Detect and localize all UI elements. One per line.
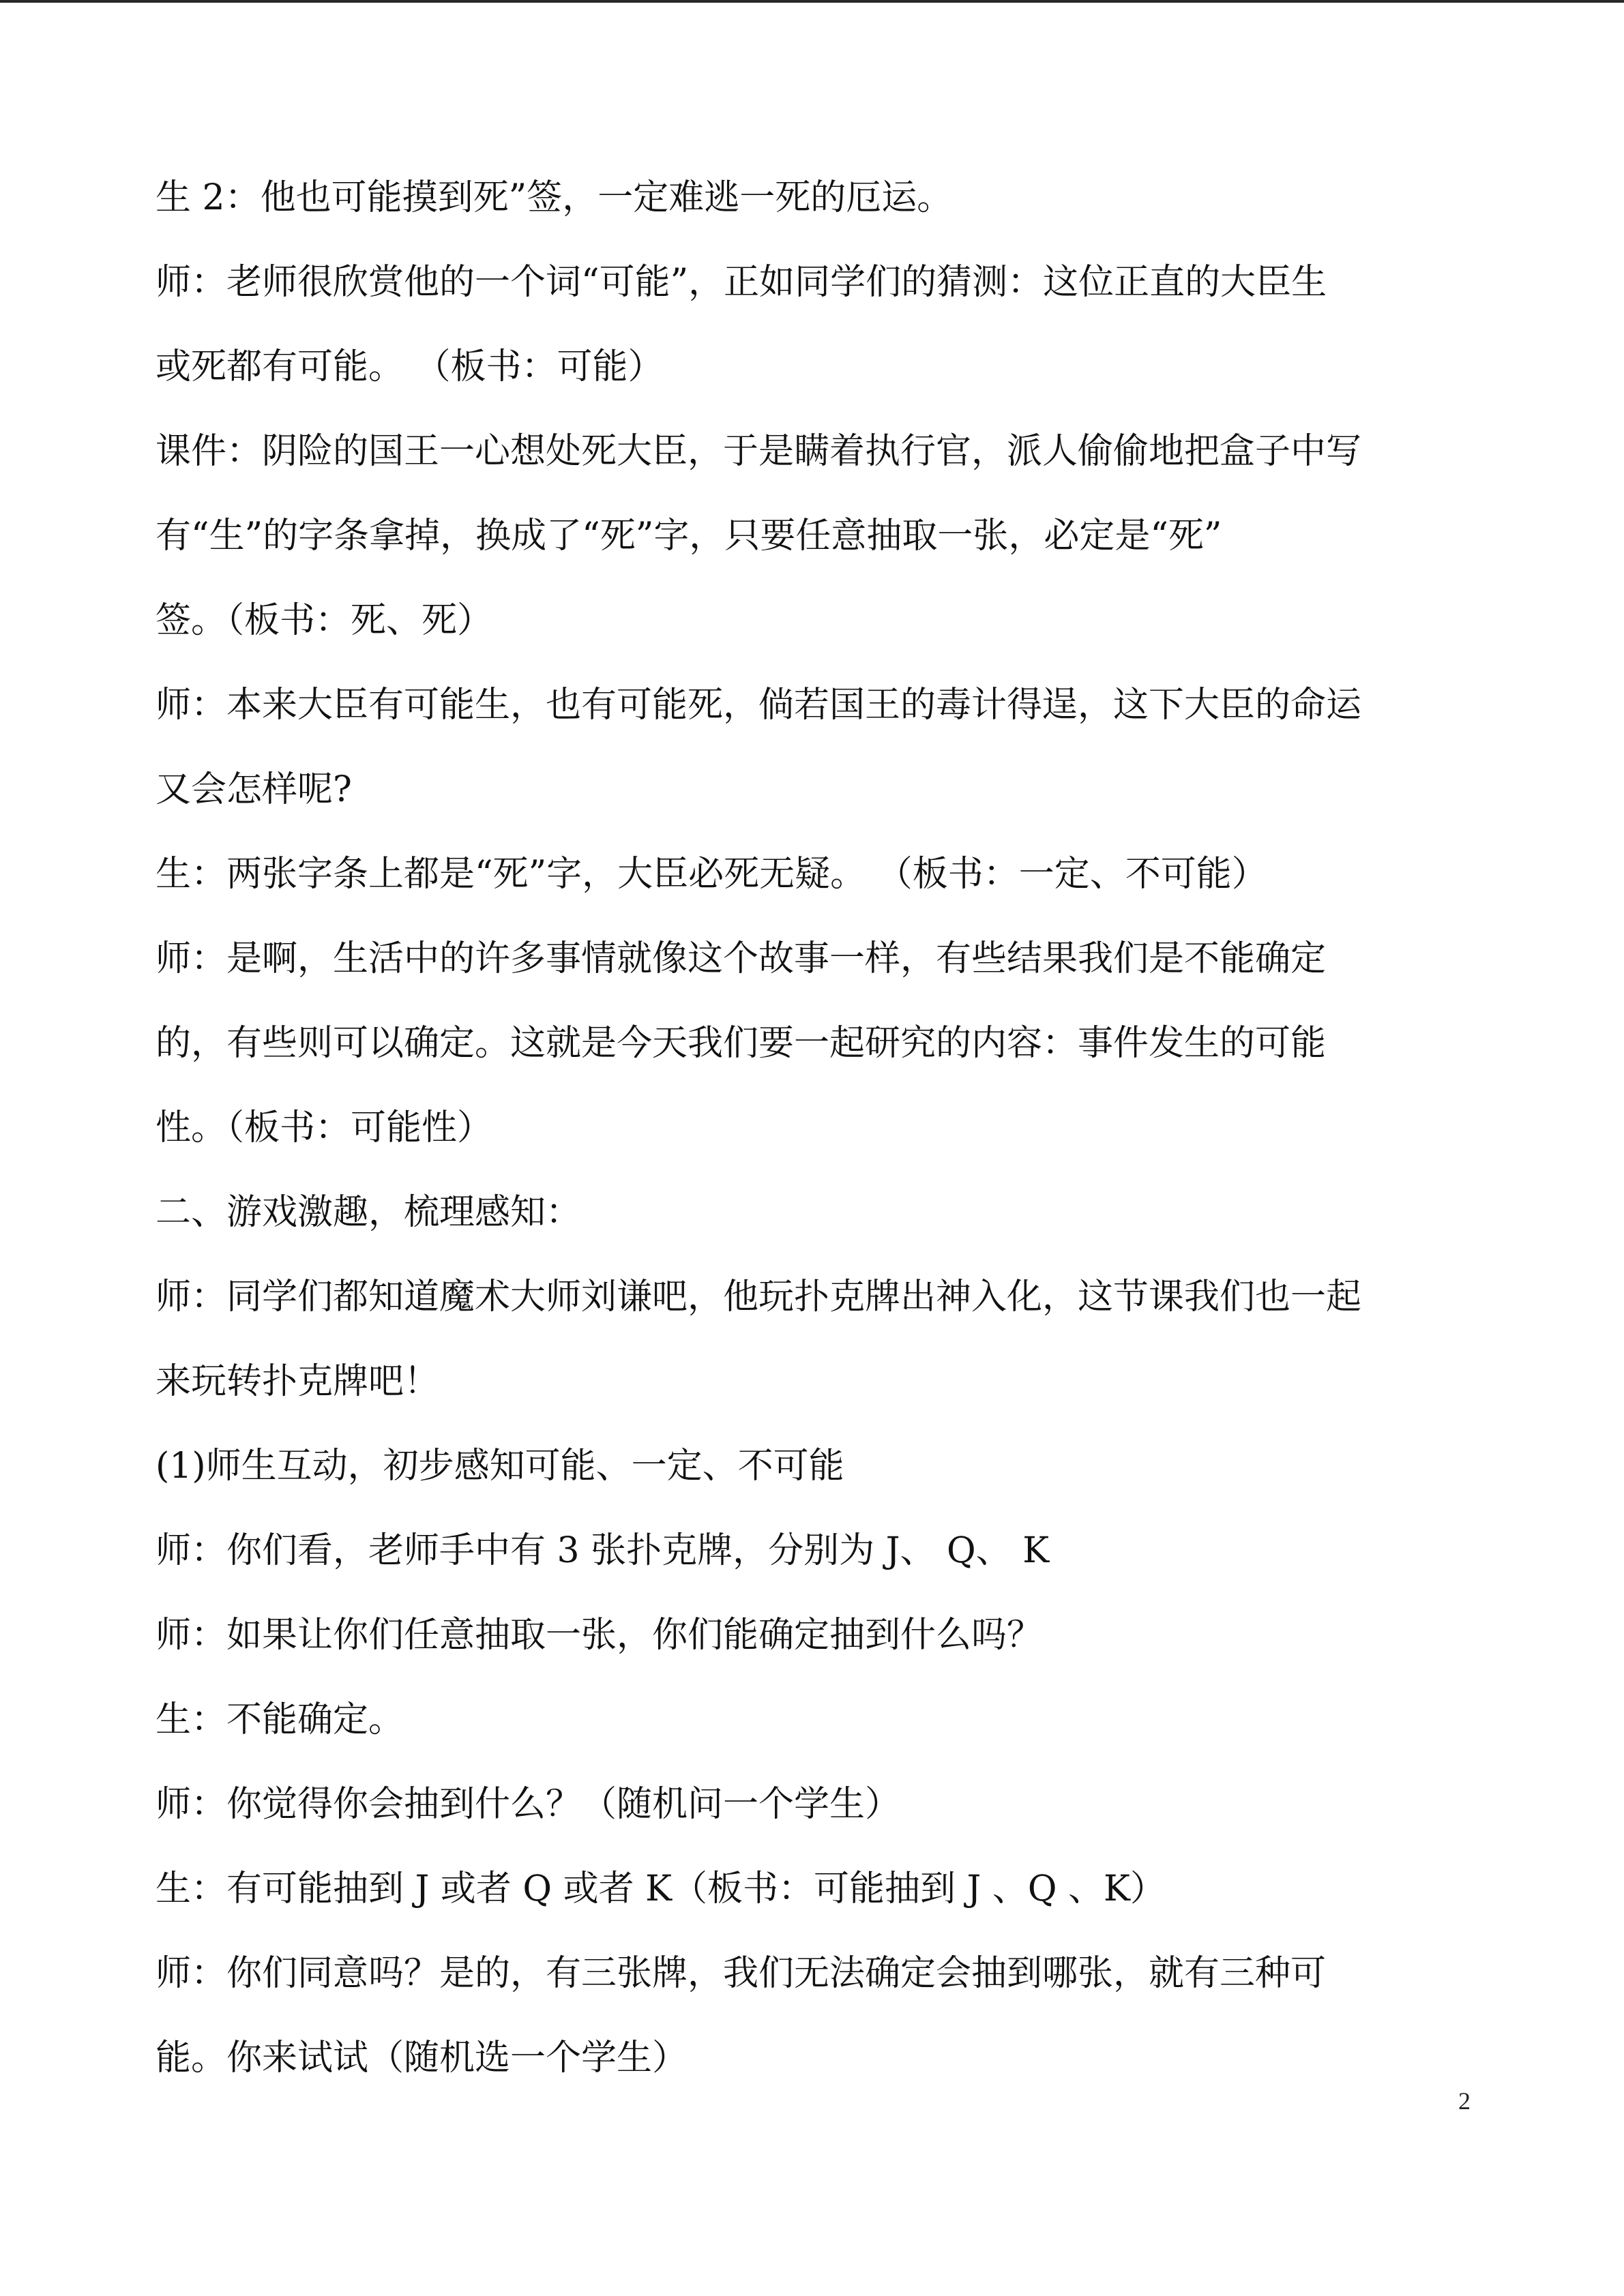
page-number: 2 bbox=[1458, 2087, 1471, 2115]
text-line: 的，有些则可以确定。这就是今天我们要一起研究的内容：事件发生的可能 bbox=[156, 1023, 1327, 1064]
subsection-heading: (1)师生互动，初步感知可能、一定、不可能 bbox=[156, 1446, 844, 1487]
text-line: 师：本来大臣有可能生，也有可能死，倘若国王的毒计得逞，这下大臣的命运 bbox=[156, 685, 1362, 726]
text-line: 签。（板书：死、死） bbox=[156, 600, 493, 641]
text-line: 生：两张字条上都是“死”字，大臣必死无疑。 （板书：一定、不可能） bbox=[156, 854, 1267, 895]
document-body bbox=[156, 155, 1472, 2100]
text-line: 来玩转扑克牌吧！ bbox=[156, 1361, 440, 1402]
text-line: 师：你们同意吗？是的，有三张牌，我们无法确定会抽到哪张，就有三种可 bbox=[156, 1953, 1327, 1994]
text-line: 师：如果让你们任意抽取一张，你们能确定抽到什么吗？ bbox=[156, 1615, 1043, 1656]
text-line: 师：是啊，生活中的许多事情就像这个故事一样，有些结果我们是不能确定 bbox=[156, 938, 1327, 979]
text-line: 或死都有可能。 （板书：可能） bbox=[156, 346, 664, 387]
text-line: 生 2：他也可能摸到死”签，一定难逃一死的厄运。 bbox=[156, 177, 953, 218]
text-line: 师：你们看，老师手中有 3 张扑克牌，分别为 J、 Q、 K bbox=[156, 1530, 1050, 1571]
text-line: 师：你觉得你会抽到什么？（随机问一个学生） bbox=[156, 1784, 901, 1825]
text-line: 又会怎样呢? bbox=[156, 769, 352, 810]
text-line: 性。（板书：可能性） bbox=[156, 1107, 493, 1148]
text-line: 能。你来试试（随机选一个学生） bbox=[156, 2038, 688, 2078]
text-line: 师：老师很欣赏他的一个词“可能”，正如同学们的猜测：这位正直的大臣生 bbox=[156, 262, 1327, 303]
text-line: 课件：阴险的国王一心想处死大臣，于是瞒着执行官，派人偷偷地把盒子中写 bbox=[156, 431, 1362, 472]
top-border-line bbox=[0, 0, 1624, 3]
section-heading: 二、游戏激趣，梳理感知： bbox=[156, 1192, 582, 1233]
text-line: 有“生”的字条拿掉，换成了“死”字，只要任意抽取一张，必定是“死” bbox=[156, 516, 1222, 556]
text-line: 师：同学们都知道魔术大师刘谦吧，他玩扑克牌出神入化，这节课我们也一起 bbox=[156, 1277, 1362, 1317]
text-line: 生：有可能抽到 J 或者 Q 或者 K（板书：可能抽到 J 、Q 、K） bbox=[156, 1868, 1166, 1909]
text-line: 生：不能确定。 bbox=[156, 1699, 404, 1740]
